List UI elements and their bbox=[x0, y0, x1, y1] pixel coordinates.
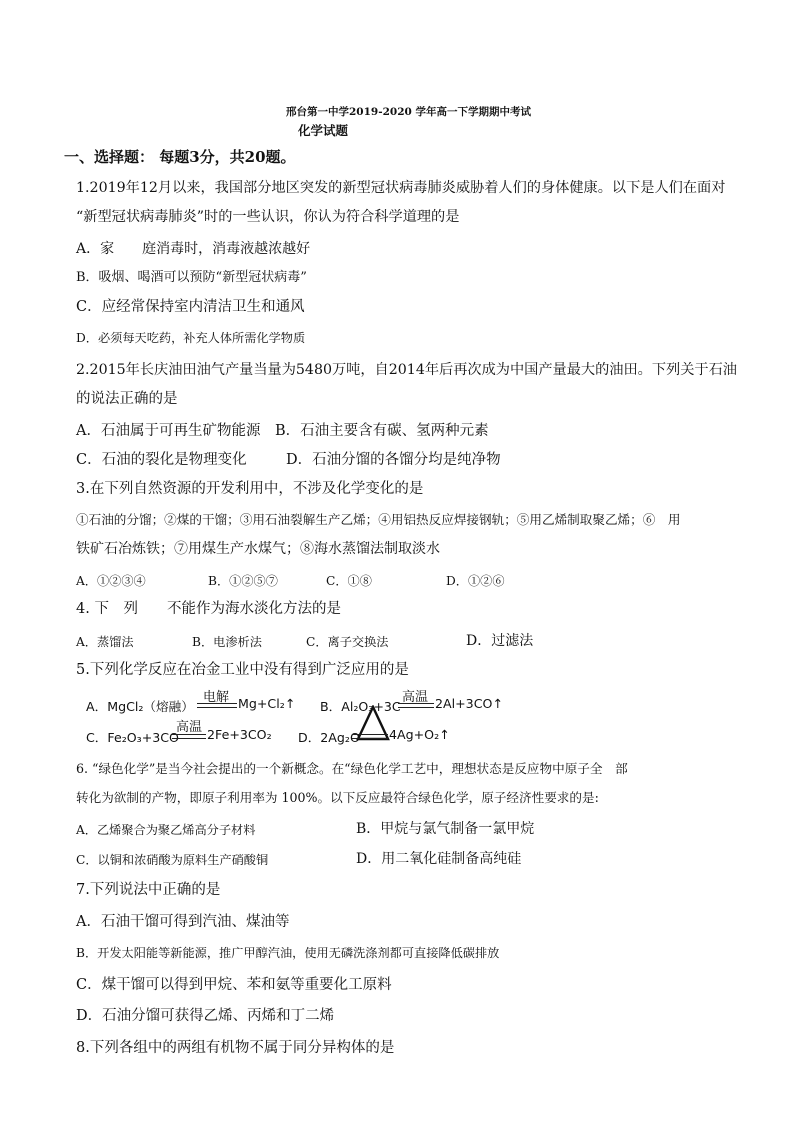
question-1-option-d: D．必须每天吃药，补充人体所需化学物质 bbox=[76, 331, 306, 345]
question-1-option-c: C．应经常保持室内清洁卫生和通风 bbox=[76, 299, 305, 315]
question-3-items-line-2: 铁矿石冶炼铁；⑦用煤生产水煤气；⑧海水蒸馏法制取淡水 bbox=[76, 541, 440, 557]
question-8-stem: 8.下列各组中的两组有机物不属于同分异构体的是 bbox=[76, 1040, 395, 1056]
question-5-option-d-equals bbox=[352, 734, 388, 739]
question-1-stem-line-1: 1.2019年12月以来，我国部分地区突发的新型冠状病毒肺炎威胁着人们的身体健康。以下是人们在面对 bbox=[76, 180, 726, 196]
question-5-option-a-right: Mg+Cl₂↑ bbox=[238, 696, 296, 711]
question-7-stem: 7.下列说法中正确的是 bbox=[76, 882, 221, 898]
section-title: 一、选择题： 每题3分，共20题。 bbox=[64, 148, 296, 166]
question-7-option-a: A．石油干馏可得到汽油、煤油等 bbox=[76, 914, 290, 930]
subject-title: 化学试题 bbox=[298, 123, 349, 138]
question-2-stem-line-1: 2.2015年长庆油田油气产量当量为5480万吨，自2014年后再次成为中国产量最大的油田。下列关于石油 bbox=[76, 362, 737, 378]
question-7-option-d: D．石油分馏可获得乙烯、丙烯和丁二烯 bbox=[76, 1008, 335, 1024]
question-2-option-d: D．石油分馏的各馏分均是纯净物 bbox=[286, 452, 501, 468]
question-6-stem-line-1: 6. “绿色化学”是当今社会提出的一个新概念。在“绿色化学工艺中，理想状态是反应物中原子全 部 bbox=[76, 761, 628, 776]
question-5-option-a-condition: 电解 bbox=[203, 690, 230, 705]
question-5-option-d-right: 4Ag+O₂↑ bbox=[389, 727, 450, 742]
question-3-items-line-1: ①石油的分馏；②煤的干馏；③用石油裂解生产乙烯；④用铝热反应焊接钢轨；⑤用乙烯制取聚乙烯；⑥ 用 bbox=[76, 512, 681, 527]
question-4-stem: 4. 下 列 不能作为海水淡化方法的是 bbox=[76, 601, 341, 617]
question-5-option-a-equals bbox=[197, 703, 237, 708]
question-4-option-b: B．电渗析法 bbox=[192, 635, 262, 649]
question-2-option-c: C．石油的裂化是物理变化 bbox=[76, 452, 247, 468]
exam-header: 邢台第一中学2019-2020 学年高一下学期期中考试 bbox=[286, 106, 531, 118]
question-5-option-d-left: D．2Ag₂O bbox=[298, 730, 360, 745]
question-3-stem: 3.在下列自然资源的开发利用中，不涉及化学变化的是 bbox=[76, 481, 424, 497]
question-2-stem-line-2: 的说法正确的是 bbox=[76, 391, 178, 407]
question-1-option-a: A．家 庭消毒时，消毒液越浓越好 bbox=[76, 241, 311, 257]
question-7-option-b: B．开发太阳能等新能源，推广甲醇汽油，使用无磷洗涤剂都可直接降低碳排放 bbox=[76, 946, 500, 960]
question-6-option-c: C．以铜和浓硝酸为原料生产硝酸铜 bbox=[76, 853, 269, 867]
question-5-option-c-equals bbox=[172, 734, 206, 739]
question-4-option-c: C．离子交换法 bbox=[306, 635, 389, 649]
question-5-option-c-left: C．Fe₂O₃+3CO bbox=[86, 730, 179, 745]
question-3-option-b: B．①②⑤⑦ bbox=[208, 574, 278, 588]
question-2-option-ab: A．石油属于可再生矿物能源 B．石油主要含有碳、氢两种元素 bbox=[76, 423, 489, 439]
question-4-option-a: A．蒸馏法 bbox=[76, 635, 134, 649]
question-3-option-d: D．①②⑥ bbox=[446, 574, 505, 588]
question-3-option-a: A．①②③④ bbox=[76, 574, 146, 588]
question-4-option-d: D．过滤法 bbox=[466, 633, 534, 649]
question-5-option-c-right: 2Fe+3CO₂ bbox=[207, 727, 272, 742]
question-1-option-b: B．吸烟、喝酒可以预防“新型冠状病毒” bbox=[76, 270, 307, 285]
question-5-option-b-equals bbox=[398, 703, 434, 708]
question-1-stem-line-2: “新型冠状病毒肺炎”时的一些认识，你认为符合科学道理的是 bbox=[76, 209, 460, 225]
question-3-option-c: C．①⑧ bbox=[326, 574, 372, 588]
question-6-stem-line-2: 转化为欲制的产物，即原子利用率为 100%。以下反应最符合绿色化学，原子经济性要求的是: bbox=[76, 790, 599, 805]
question-5-option-b-condition: 高温 bbox=[402, 690, 429, 705]
question-6-option-d: D．用二氧化硅制备高纯硅 bbox=[356, 851, 522, 867]
question-6-option-b: B．甲烷与氯气制备一氯甲烷 bbox=[356, 821, 535, 837]
question-7-option-c: C．煤干馏可以得到甲烷、苯和氨等重要化工原料 bbox=[76, 977, 392, 993]
question-5-option-b-right: 2Al+3CO↑ bbox=[435, 696, 503, 711]
question-5-option-c-condition: 高温 bbox=[176, 720, 203, 735]
question-6-option-a: A．乙烯聚合为聚乙烯高分子材料 bbox=[76, 823, 256, 837]
question-5-option-b-left: B．Al₂O₃+3C bbox=[320, 699, 401, 714]
question-5-option-a-left: A．MgCl₂（熔融） bbox=[86, 699, 194, 714]
question-5-stem: 5.下列化学反应在冶金工业中没有得到广泛应用的是 bbox=[76, 662, 409, 678]
